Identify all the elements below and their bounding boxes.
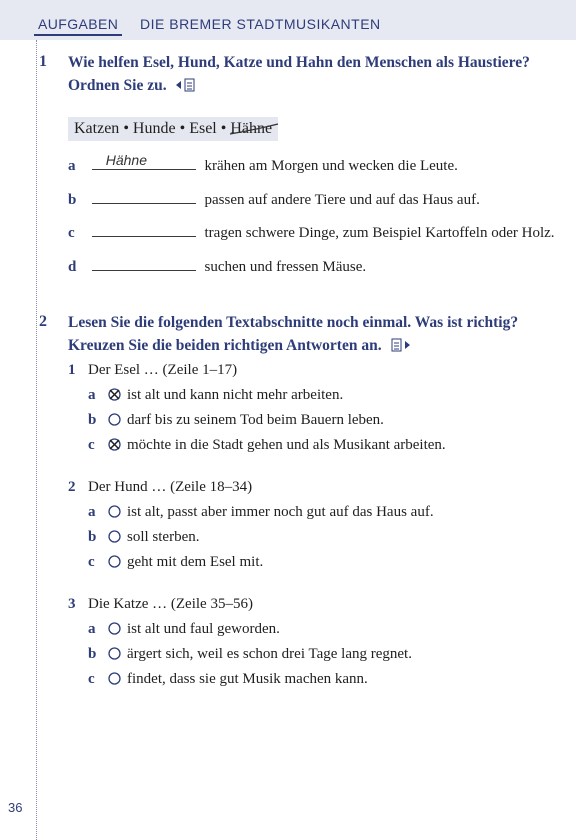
- exercise-1-item-c: c tragen schwere Dinge, zum Beispiel Kartoffeln oder Holz.: [68, 220, 555, 243]
- group-1-option-b[interactable]: b darf bis zu seinem Tod beim Bauern leben.: [88, 412, 384, 428]
- word-haehne: Hähne: [230, 120, 273, 137]
- exercise-1-title-line2: [68, 74, 530, 99]
- strikethrough-mark: [228, 122, 280, 138]
- exercise-1-title-line1: Wie helfen Esel, Hund, Katze und Hahn den Menschen als Haustiere?: [68, 54, 530, 71]
- book-title: DIE BREMER STADTMUSIKANTEN: [140, 16, 381, 32]
- circle-checkbox-icon[interactable]: [108, 671, 121, 684]
- margin-rule: [36, 40, 37, 840]
- group-3-option-c[interactable]: c findet, dass sie gut Musik machen kann.: [88, 671, 368, 687]
- word-haehne-crossed: [230, 120, 272, 137]
- exercise-1-title: [68, 51, 530, 99]
- exercise-1-item-d: d suchen und fressen Mäuse.: [68, 254, 366, 277]
- word-katzen: Katzen: [74, 120, 120, 137]
- exercise-1-item-a: a Hähne krähen am Morgen und wecken die Leute.: [68, 152, 458, 174]
- audio-track-icon[interactable]: [391, 336, 413, 359]
- circle-checkbox-icon[interactable]: [108, 646, 121, 659]
- exercise-2-title-line2: [68, 334, 518, 359]
- exercise-2-title: [68, 311, 518, 359]
- word-separator: •: [179, 120, 186, 137]
- circle-checkbox-icon[interactable]: [108, 529, 121, 542]
- word-box: [68, 117, 278, 141]
- word-hunde: Hunde: [132, 120, 176, 137]
- group-2-option-b[interactable]: b soll sterben.: [88, 529, 200, 545]
- group-3-option-a[interactable]: a ist alt und faul geworden.: [88, 621, 280, 637]
- exercise-2-instruction: Kreuzen Sie die beiden richtigen Antworten an.: [68, 337, 382, 354]
- group-1-heading: 1 Der Esel … (Zeile 1–17): [68, 362, 238, 378]
- group-2-option-a[interactable]: a ist alt, passt aber immer noch gut auf das Haus auf.: [88, 504, 434, 520]
- checked-circle-icon[interactable]: [108, 437, 121, 450]
- exercise-2-title-line1: Lesen Sie die folgenden Textabschnitte noch einmal. Was ist richtig?: [68, 314, 519, 331]
- circle-checkbox-icon[interactable]: [108, 412, 121, 425]
- handwritten-answer: Hähne: [105, 152, 148, 168]
- exercise-1-item-b: b passen auf andere Tiere und auf das Haus auf.: [68, 187, 480, 210]
- word-separator: •: [220, 120, 227, 137]
- audio-track-icon[interactable]: [176, 76, 200, 99]
- page-number: 36: [8, 800, 23, 815]
- group-1-option-a[interactable]: a ist alt und kann nicht mehr arbeiten.: [88, 387, 344, 403]
- answer-blank-d[interactable]: [92, 254, 196, 271]
- group-1-option-c[interactable]: c möchte in die Stadt gehen und als Musikant arbeiten.: [88, 437, 446, 453]
- word-separator: •: [123, 120, 129, 137]
- circle-checkbox-icon[interactable]: [108, 504, 121, 517]
- answer-blank-a[interactable]: [92, 153, 196, 170]
- group-2-option-c[interactable]: c geht mit dem Esel mit.: [88, 554, 264, 570]
- exercise-1-number: 1: [39, 53, 47, 70]
- circle-checkbox-icon[interactable]: [108, 621, 121, 634]
- checked-circle-icon[interactable]: [108, 387, 121, 400]
- circle-checkbox-icon[interactable]: [108, 554, 121, 567]
- exercise-2-number: 2: [39, 313, 47, 330]
- answer-blank-b[interactable]: [92, 187, 196, 204]
- section-label: AUFGABEN: [38, 16, 119, 32]
- word-esel: Esel: [189, 120, 217, 137]
- answer-blank-c[interactable]: [92, 220, 196, 237]
- group-3-heading: 3 Die Katze … (Zeile 35–56): [68, 596, 253, 612]
- group-3-option-b[interactable]: b ärgert sich, weil es schon drei Tage lang regnet.: [88, 646, 412, 662]
- group-2-heading: 2 Der Hund … (Zeile 18–34): [68, 479, 253, 495]
- exercise-1-instruction: Ordnen Sie zu.: [68, 77, 167, 94]
